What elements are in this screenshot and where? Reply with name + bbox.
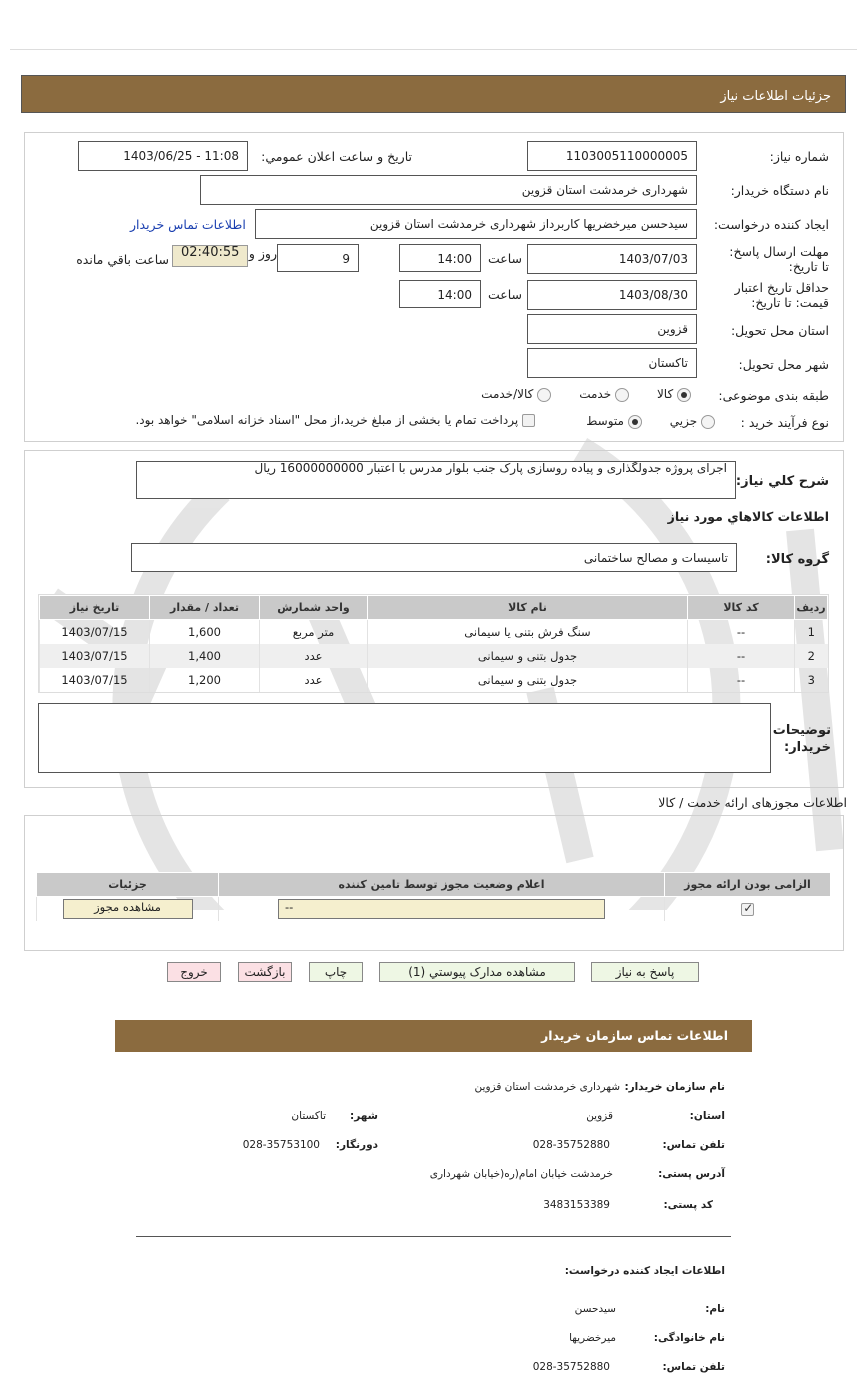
validity-label: حداقل تاریخ اعتبار قیمت: تا تاریخ: [734,280,829,310]
process-radio-group [586,414,715,429]
process-option-medium[interactable]: متوسط [586,414,642,429]
required-checkbox-icon [741,903,754,916]
checkbox-icon[interactable] [522,414,535,427]
col-status: اعلام وضعیت مجوز توسط تامین کننده [219,873,665,897]
goods-group-field: تاسیسات و مصالح ساختمانی [131,543,737,572]
buyer-contact-link[interactable]: اطلاعات تماس خریدار [130,217,246,232]
section-header [21,75,846,113]
section-title: جزئیات اطلاعات نیاز [720,89,831,104]
contact-fax-label: دورنگار: [335,1139,378,1151]
creator-family-value: میرخضریها [569,1332,616,1344]
deadline-date-field: 1403/07/03 [527,244,697,274]
reply-button[interactable]: پاسخ به نياز [591,962,699,982]
description-field: اجرای پروژه جدولگذاری و پیاده روسازی پارک جنب بلوار مدرس با اعتبار 16000000000 ریال [136,461,736,499]
table-row: 2 -- جدول بتنی و سیمانی عدد 1,400 1403/07/15 [40,644,828,668]
buyer-notes-box [38,703,771,773]
view-license-button[interactable]: مشاهده مجوز [63,899,193,919]
licenses-table [36,872,831,921]
process-option-minor[interactable]: جزیي [670,414,715,429]
contact-title: اطلاعات تماس سازمان خریدار [541,1028,728,1043]
col-details: جزئیات [37,873,219,897]
back-button[interactable]: بازگشت [238,962,292,982]
remaining-label: ساعت باقي مانده [76,252,169,267]
contact-city-label: شهر: [350,1110,378,1122]
creator-name-value: سیدحسن [574,1303,616,1315]
days-field: 9 [277,244,359,272]
need-number-field: 1103005110000005 [527,141,697,171]
payment-note: پرداخت تمام یا بخشی از مبلغ خرید،از محل "اسناد خزانه اسلامی" خواهد بود. [135,413,519,427]
creator-field: سیدحسن میرخضریها کاربرداز شهرداری خرمدشت استان قزوین [255,209,697,239]
contact-divider [136,1236,731,1237]
table-row: 3 -- جدول بتنی و سیمانی عدد 1,200 1403/07/15 [40,668,828,692]
contact-postal-value: 3483153389 [543,1199,610,1211]
radio-selected-icon[interactable] [628,415,642,429]
creator-info-title: اطلاعات ایجاد کننده درخواست: [564,1265,725,1277]
view-docs-button[interactable]: مشاهده مدارک پیوستي (1) [379,962,575,982]
radio-icon[interactable] [615,388,629,402]
col-row: رديف [795,596,828,620]
table-row: 1 -- سنگ فرش بتنی یا سیمانی متر مربع 1,600 1403/07/15 [40,620,828,644]
col-qty: تعداد / مقدار [150,596,260,620]
buyer-name-field: شهرداری خرمدشت استان قزوین [200,175,697,205]
buyer-notes-label: توضیحات خریدار: [772,723,831,755]
col-unit: واحد شمارش [260,596,368,620]
contact-phone-value: 028-35752880 [532,1139,610,1151]
process-label: نوع فرآیند خرید : [740,415,829,430]
province-label: استان محل تحویل: [730,323,829,338]
goods-info-title: اطلاعات کالاهاي مورد نياز [667,509,829,524]
announce-label: تاريخ و ساعت اعلان عمومي: [261,149,412,164]
city-label: شهر محل تحویل: [738,357,829,372]
deadline-time-field: 14:00 [399,244,481,272]
validity-time-field: 14:00 [399,280,481,308]
contact-province-value: قزوین [586,1110,613,1122]
validity-date-field: 1403/08/30 [527,280,697,310]
col-code: کد کالا [688,596,795,620]
contact-phone-label: تلفن تماس: [662,1139,725,1151]
buyer-name-label: نام دستگاه خريدار: [730,183,829,198]
announce-field: 1403/06/25 - 11:08 [78,141,248,171]
countdown-field: 02:40:55 [172,245,248,267]
goods-table [38,594,829,693]
days-label: روز و [248,246,277,261]
deadline-label: مهلت ارسال پاسخ: تا تاریخ: [729,244,829,274]
description-label: شرح کلي نياز: [735,474,829,489]
creator-name-label: نام: [705,1303,725,1315]
radio-icon[interactable] [537,388,551,402]
need-number-label: شماره نیاز: [769,149,829,164]
creator-phone-label: تلفن تماس: [662,1361,725,1373]
city-field: تاکستان [527,348,697,378]
goods-group-label: گروه کالا: [765,552,829,567]
creator-family-label: نام خانوادگی: [653,1332,725,1344]
contact-header [115,1020,752,1052]
validity-time-label: ساعت [487,287,522,302]
deadline-time-label: ساعت [487,251,522,266]
contact-fax-value: 028-35753100 [242,1139,320,1151]
contact-province-label: استان: [689,1110,725,1122]
table-row [37,897,831,921]
contact-address-label: آدرس پستی: [658,1168,725,1180]
col-required: الزامی بودن ارائه مجوز [665,873,831,897]
col-date: تاریخ نیاز [40,596,150,620]
category-option-both[interactable]: کالا/خدمت [481,387,551,402]
licenses-title: اطلاعات مجوزهای ارائه خدمت / کالا [658,795,847,810]
org-label: نام سازمان خریدار: [624,1081,725,1093]
province-field: قزوین [527,314,697,344]
contact-city-value: تاکستان [291,1110,326,1122]
category-option-goods[interactable]: کالا [657,387,691,402]
category-option-service[interactable]: خدمت [579,387,629,402]
radio-icon[interactable] [701,415,715,429]
category-radio-group [481,387,691,402]
creator-label: ايجاد کننده درخواست: [713,217,829,232]
col-name: نام کالا [368,596,688,620]
category-label: طبقه بندی موضوعی: [718,388,829,403]
radio-selected-icon[interactable] [677,388,691,402]
payment-option[interactable] [135,413,535,427]
contact-postal-label: کد پستی: [663,1199,713,1211]
exit-button[interactable]: خروج [167,962,221,982]
contact-address-value: خرمدشت خیابان امام(ره(خیابان شهرداری [429,1168,613,1180]
top-divider [10,49,857,50]
print-button[interactable]: چاپ [309,962,363,982]
org-value: شهرداری خرمدشت استان قزوین [474,1081,620,1093]
license-status-field: -- [278,899,605,919]
creator-phone-value: 028-35752880 [532,1361,610,1373]
